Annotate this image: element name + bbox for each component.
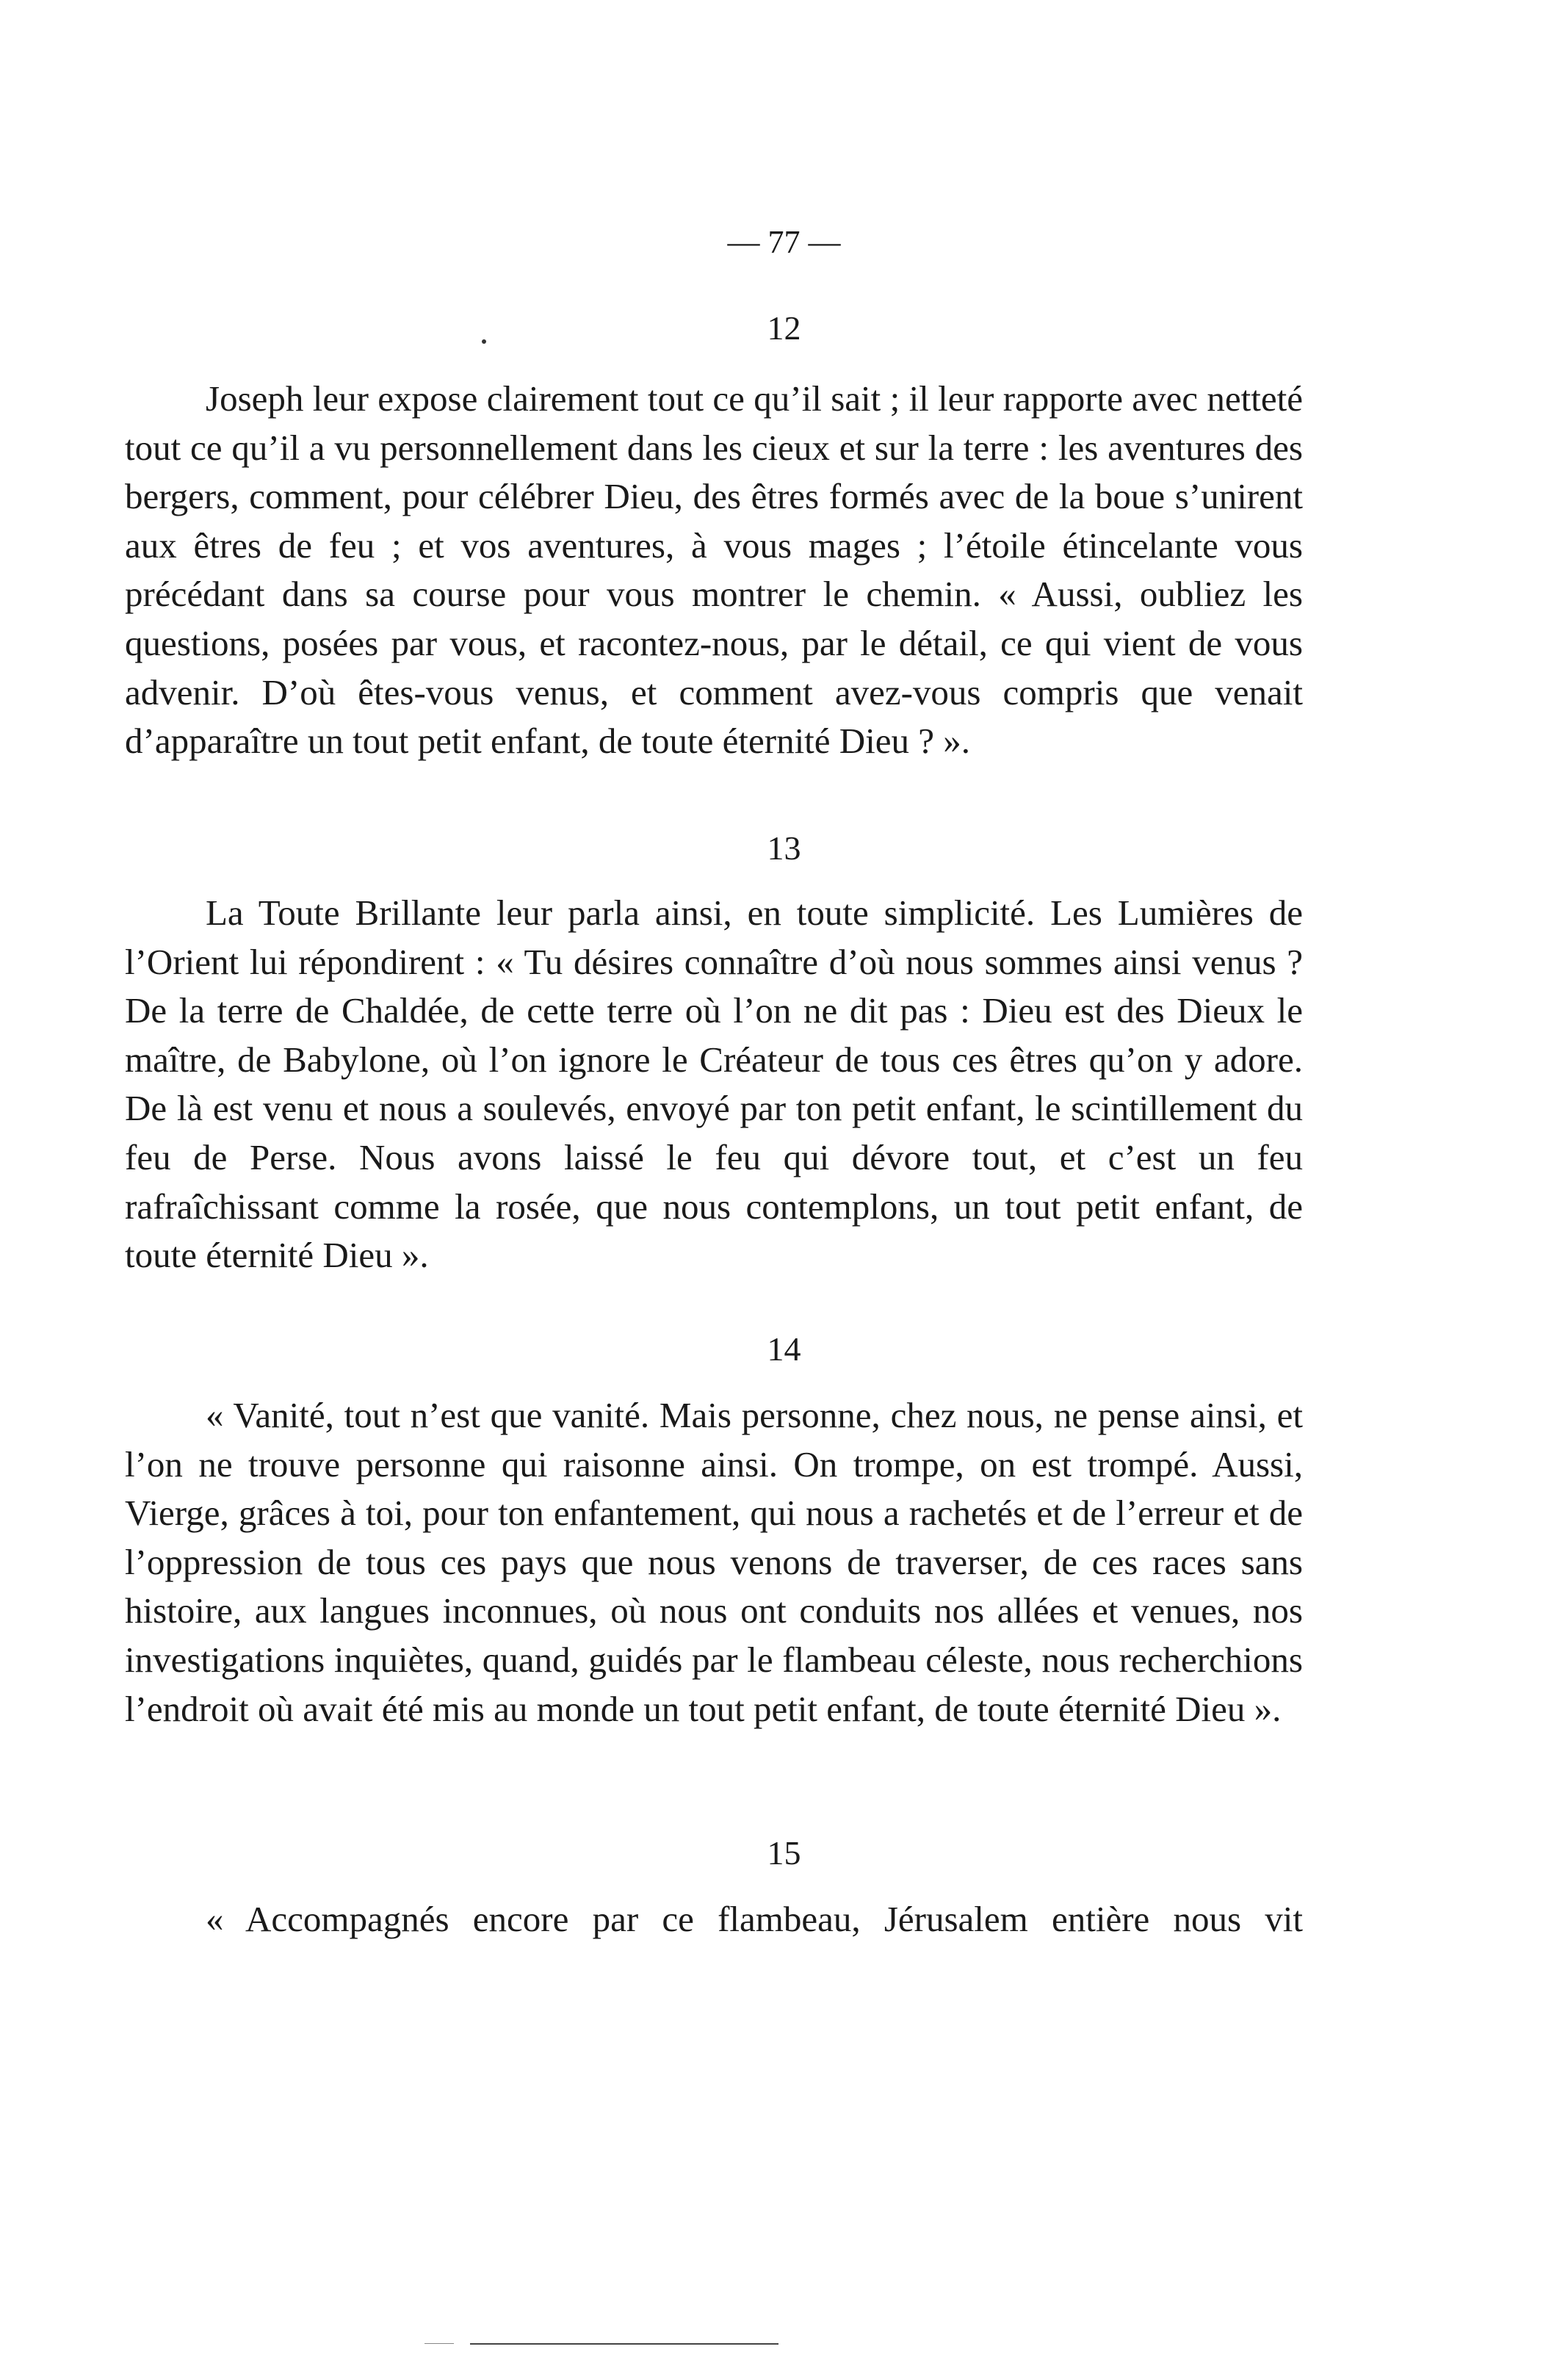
section-number-14: 14: [767, 1330, 801, 1368]
section-number-12: 12: [767, 309, 801, 347]
paragraph-15: « Accompagnés encore par ce flambeau, Jérusalem entière nous vit: [206, 1899, 1303, 1939]
footer-rule-short: [424, 2343, 454, 2344]
paragraph-12: Joseph leur expose clairement tout ce qu’il sait ; il leur rapporte avec netteté tout ce qu’il a vu personnellement dans les cieux et sur la terre : les aventures des bergers, comment, pour célébrer Dieu, des êtres formés avec de la boue s’unirent aux êtres de feu ; et vos aventures, à vous mages ; l’étoile étincelante vous précédant dans sa course pour vous montrer le chemin. « Aussi, oubliez les questions, posées par vous, et racontez-nous, par le détail, ce qui vient de vous advenir. D’où êtes-vous venus, et comment avez-vous compris que venait d’apparaître un tout petit enfant, de toute éternité Dieu ? ».: [125, 378, 1303, 762]
ink-speck: [482, 339, 486, 344]
footer-rule: [470, 2343, 778, 2345]
paragraph-14: « Vanité, tout n’est que vanité. Mais personne, chez nous, ne pense ainsi, et l’on ne trouve personne qui raisonne ainsi. On trompe, on est trompé. Aussi, Vierge, grâces à toi, pour ton enfantement, qui nous a rachetés et de l’erreur et de l’oppression de tous ces pays que nous venons de traverser, de ces races sans histoire, aux langues inconnues, où nous ont conduits nos allées et venues, nos investigations inquiètes, quand, guidés par le flambeau céleste, nous recherchions l’endroit où avait été mis au monde un tout petit enfant, de toute éternité Dieu ».: [125, 1395, 1303, 1729]
section-number-15: 15: [767, 1834, 801, 1872]
section-number-13: 13: [767, 829, 801, 867]
page-number: — 77 —: [727, 224, 841, 260]
paragraph-13: La Toute Brillante leur parla ainsi, en toute simplicité. Les Lumières de l’Orient lui répondirent : « Tu désires connaître d’où nous sommes ainsi venus ? De la terre de Chaldée, de cette terre où l’on ne dit pas : Dieu est des Dieux le maître, de Babylone, où l’on ignore le Créateur de tous ces êtres qu’on y adore. De là est venu et nous a soulevés, envoyé par ton petit enfant, le scintillement du feu de Perse. Nous avons laissé le feu qui dévore tout, et c’est un feu rafraîchissant comme la rosée, que nous contemplons, un tout petit enfant, de toute éternité Dieu ».: [125, 892, 1303, 1276]
